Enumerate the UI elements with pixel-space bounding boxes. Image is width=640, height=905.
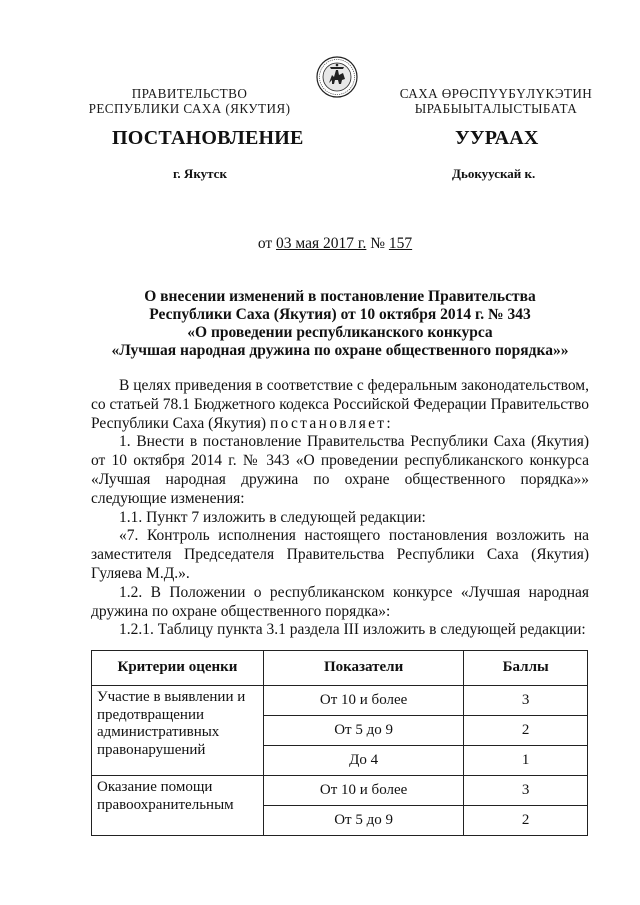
- header-left-line1: ПРАВИТЕЛЬСТВО: [131, 86, 248, 101]
- doc-type-sakha: УУРААХ: [455, 127, 539, 149]
- score-cell: 2: [464, 716, 588, 746]
- indicator-cell: От 10 и более: [263, 686, 463, 716]
- indicator-cell: До 4: [263, 746, 463, 776]
- city-sakha: Дьокуускай к.: [452, 166, 536, 181]
- paragraph-1: 1. Внести в постановление Правительства Республики Саха (Якутия) от 10 октября 2014 г. № 343 «О проведении республиканского конкурса «Лучшая народная дружина по охране общественного порядка»» следующие изменения:: [91, 433, 589, 507]
- paragraph-quote-7: «7. Контроль исполнения настоящего постановления возложить на заместителя Председателя Правительства Республики Саха (Якутия) Гуляева М.Д.».: [91, 527, 589, 582]
- paragraph-1-2-1: 1.2.1. Таблицу пункта 3.1 раздела III изложить в следующей редакции:: [119, 621, 586, 639]
- col-header-indicators: Показатели: [263, 651, 463, 686]
- number-label: №: [366, 235, 389, 252]
- table-row: [92, 686, 588, 716]
- header-right-line1: САХА ӨРӨСПҮҮБҮЛҮКЭТИН: [399, 86, 593, 101]
- date-number-line: [0, 235, 640, 253]
- table-header-row: [92, 651, 588, 686]
- score-cell: 2: [464, 806, 588, 836]
- score-cell: 3: [464, 686, 588, 716]
- decree-date: 03 мая 2017 г.: [276, 235, 367, 252]
- decree-body: [91, 377, 589, 640]
- decree-verb: постановляет:: [269, 414, 393, 432]
- decree-number: 157: [388, 235, 413, 252]
- col-header-score: Баллы: [464, 651, 588, 686]
- criterion-cell: Оказание помощи правоохранительным: [92, 776, 264, 836]
- table-row: [92, 776, 588, 806]
- score-cell: 3: [464, 776, 588, 806]
- decree-title-line: Республики Саха (Якутия) от 10 октября 2014 г. № 343: [149, 306, 531, 323]
- doc-type-ru: ПОСТАНОВЛЕНИЕ: [112, 127, 304, 149]
- col-header-criteria: Критерии оценки: [92, 651, 264, 686]
- score-cell: 1: [464, 746, 588, 776]
- criteria-table: [91, 650, 588, 836]
- paragraph-1-1: 1.1. Пункт 7 изложить в следующей редакции:: [119, 508, 426, 526]
- indicator-cell: От 10 и более: [263, 776, 463, 806]
- header-right-line2: ЫРАБЫЫТАЛЫСТЫБАТА: [414, 101, 578, 116]
- decree-title-line: О внесении изменений в постановление Правительства: [144, 288, 536, 305]
- city-ru: г. Якутск: [173, 166, 227, 181]
- government-header-ru: [82, 86, 297, 116]
- paragraph-preamble: В целях приведения в соответствие с федеральным законодательством, со статьей 78.1 Бюджетного кодекса Российской Федерации Правительство Республики Саха (Якутия) постановляет:: [91, 377, 589, 432]
- criterion-cell: Участие в выявлении и предотвращении административных правонарушений: [92, 686, 264, 776]
- indicator-cell: От 5 до 9: [263, 806, 463, 836]
- decree-title-line: «Лучшая народная дружина по охране общественного порядка»»: [111, 342, 569, 359]
- paragraph-1-2: 1.2. В Положении о республиканском конкурсе «Лучшая народная дружина по охране общественного порядка»:: [91, 583, 589, 620]
- republic-coat-of-arms-icon: [316, 56, 358, 98]
- decree-title-line: «О проведении республиканского конкурса: [187, 324, 493, 341]
- decree-title: [90, 288, 590, 360]
- government-header-sakha: [386, 86, 606, 116]
- indicator-cell: От 5 до 9: [263, 716, 463, 746]
- header-left-line2: РЕСПУБЛИКИ САХА (ЯКУТИЯ): [88, 101, 291, 116]
- date-prefix: от: [257, 235, 277, 252]
